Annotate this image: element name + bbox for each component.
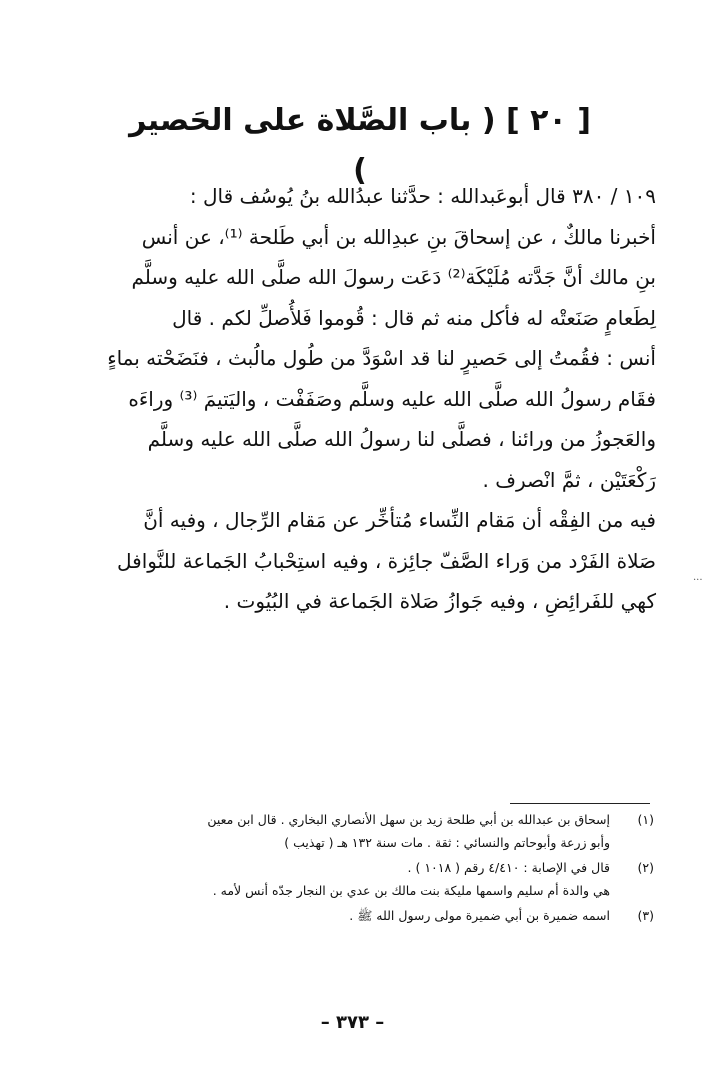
text-line: أنس : فقُمتُ إلى حَصيرٍ لنا قد اسْوَدَّ من طُول مالُبث ، فنَضَحْته بماءٍ <box>107 346 656 370</box>
footnote-number: (١) <box>637 812 654 827</box>
footnote-number: (٢) <box>637 860 654 875</box>
text-line: فيه من الفِقْه أن مَقام النِّساء مُتأخِّر عن مَقام الرِّجال ، وفيه أنَّ <box>143 508 656 532</box>
text-line: بنِ مالك أنَّ جَدَّته مُلَيْكَة⁽²⁾ دَعَت رسولَ الله صلَّى الله عليه وسلَّم <box>131 265 656 289</box>
footnote-1 <box>56 808 654 854</box>
footnote-divider <box>510 803 650 804</box>
footnote-text <box>56 808 610 854</box>
hadith-paragraph <box>46 176 656 500</box>
text-line: لِطَعامٍ صَنَعتْه له فأكل منه ثم قال : قُوموا فَلأُصلِّ لكم . قال <box>172 305 656 330</box>
footnote-line: هي والدة أم سليم واسمها مليكة بنت مالك بن عدي بن النجار جدّه أنس لأمه . <box>212 883 610 898</box>
main-text <box>46 176 656 622</box>
text-line: أخبرنا مالكٌ ، عن إسحاقَ بنِ عبدِالله بن أبي طَلحة ⁽¹⁾، عن أنس <box>141 224 656 249</box>
text-line: والعَجوزُ من ورائنا ، فصلَّى لنا رسولُ الله صلَّى الله عليه وسلَّم <box>147 427 656 451</box>
text-line: رَكْعَتَيْن ، ثمَّ انْصرف . <box>482 467 656 492</box>
footnote-line: اسمه ضميرة بن أبي ضميرة مولى رسول الله ﷺ . <box>349 908 610 923</box>
footnote-3 <box>56 904 654 927</box>
text-line: ١٠٩ / ٣٨٠ قال أبوعَبدالله : حدَّثنا عبدُالله بنُ يُوسُف قال : <box>189 184 656 208</box>
chapter-title: [ ٢٠ ] ( باب الصَّلاة على الحَصير ) <box>129 103 591 188</box>
footnote-2 <box>56 856 654 902</box>
text-line: فقَام رسولُ الله صلَّى الله عليه وسلَّم وصَفَفْت ، واليَتيمَ ⁽³⁾ وراءَه <box>128 386 656 411</box>
footnotes <box>56 808 654 929</box>
text-line: صَلاة الفَرْد من وَراء الصَّفّ جائِزة ، وفيه استِحْبابُ الجَماعة للنَّوافل <box>117 548 656 573</box>
footnote-line: إسحاق بن عبدالله بن أبي طلحة زيد بن سهل الأنصاري البخاري . قال ابن معين <box>207 812 610 827</box>
fiqh-paragraph <box>46 500 656 622</box>
text-line: كهي للفَرائِضِ ، وفيه جَوازُ صَلاة الجَماعة في البُيُوت . <box>223 589 656 613</box>
footnote-number: (٣) <box>637 908 654 923</box>
margin-mark: ... <box>693 572 703 583</box>
footnote-line: وأبو زرعة وأبوحاتم والنسائي : ثقة . مات سنة ١٣٢ هـ ( تهذيب ) <box>284 835 610 850</box>
page-number: – ٣٧٣ – <box>320 1012 385 1033</box>
footnote-line: قال في الإصابة : ٤/٤١٠ رقم ( ١٠١٨ ) . <box>407 860 610 875</box>
footnote-text <box>56 856 610 902</box>
footnote-text <box>56 904 610 927</box>
